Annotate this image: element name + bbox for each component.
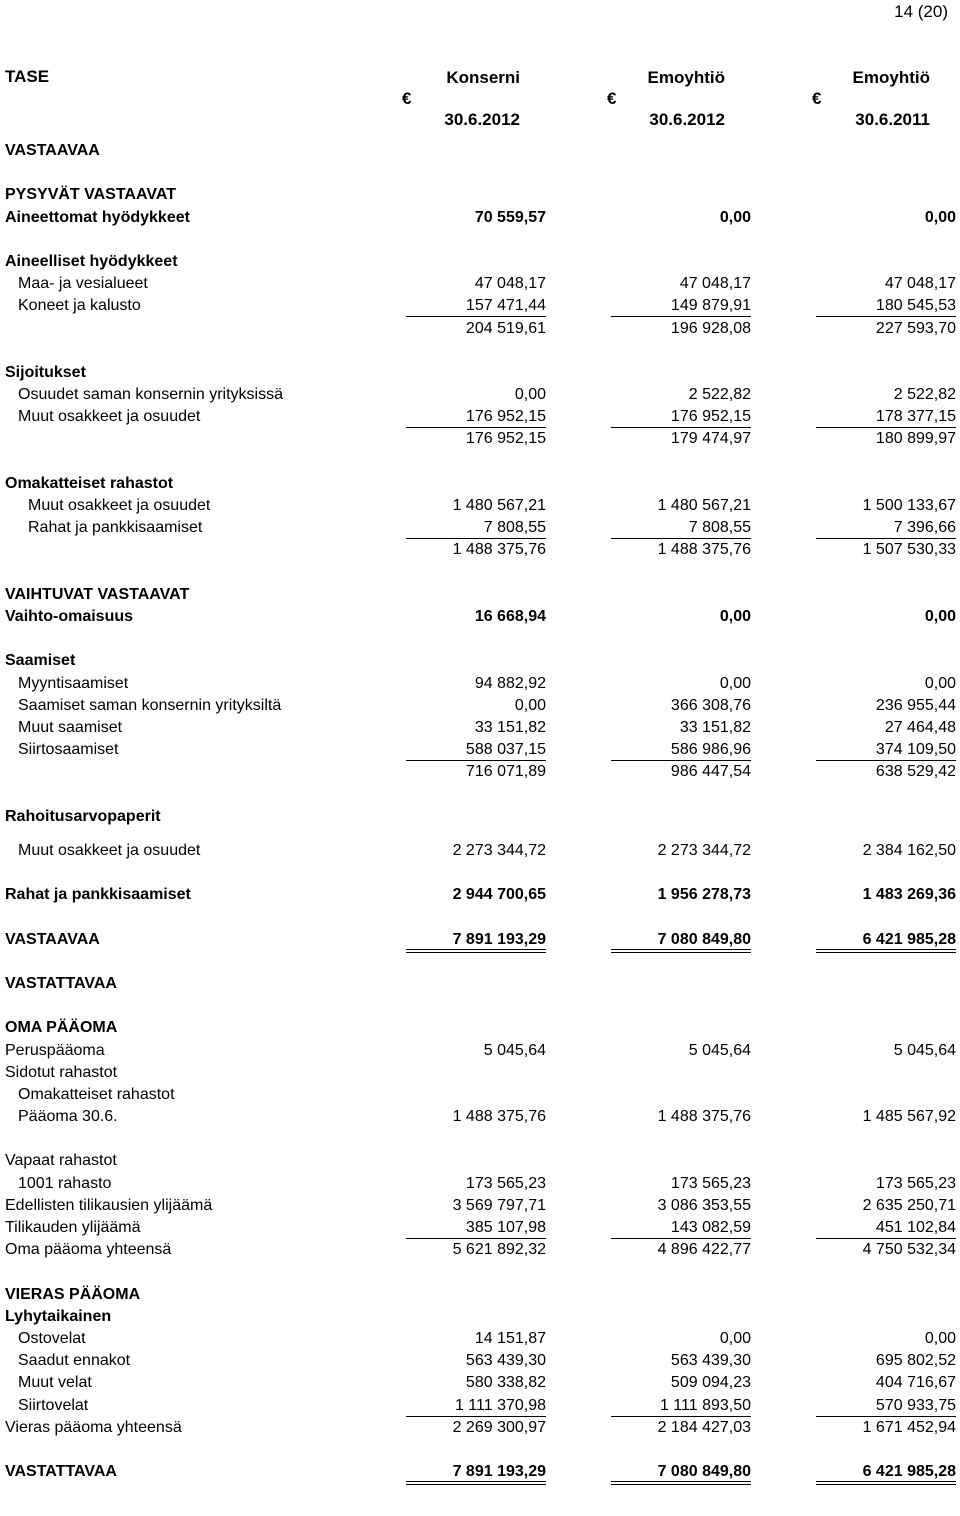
row-label: Lyhytaikainen: [5, 1307, 112, 1325]
balance-sheet-title: TASE: [5, 67, 50, 86]
table-row: [0, 1284, 960, 1306]
currency-symbol: €: [402, 89, 412, 108]
row-label: 1001 rahasto: [18, 1174, 112, 1192]
value-cell: 0,00: [514, 696, 546, 714]
row-label: VASTAAVAA: [5, 930, 100, 948]
spacer-row: [0, 828, 960, 840]
table-row: [0, 884, 960, 906]
value-cell: 1 500 133,67: [862, 497, 956, 514]
spacer-row: [0, 628, 960, 650]
row-label: Muut saamiset: [18, 718, 123, 736]
column-header-konserni-2012: [370, 67, 520, 130]
value-cell: 2 522,82: [688, 386, 751, 404]
row-label: Saamiset: [5, 652, 76, 670]
column-name: Konserni: [446, 68, 520, 87]
spacer-row: [0, 229, 960, 251]
balance-sheet-table: [0, 140, 960, 1483]
value-cell: 7 396,66: [816, 517, 956, 539]
row-label: Muut osakkeet ja osuudet: [28, 497, 211, 514]
value-cell: 0,00: [514, 386, 546, 404]
value-cell: 986 447,54: [670, 763, 751, 781]
value-cell: 47 048,17: [679, 275, 751, 293]
table-row: [0, 1372, 960, 1394]
value-cell: 33 151,82: [679, 718, 751, 736]
table-row: [0, 717, 960, 739]
value-cell: 366 308,76: [670, 696, 751, 714]
row-label: Vaihto-omaisuus: [5, 607, 134, 625]
value-cell: 179 474,97: [670, 430, 751, 448]
row-label: Rahat ja pankkisaamiset: [5, 886, 191, 904]
value-cell: 0,00: [719, 208, 751, 226]
value-cell: 2 273 344,72: [657, 841, 751, 859]
table-row: [0, 273, 960, 295]
value-cell: 638 529,42: [875, 763, 956, 781]
table-row: [0, 1040, 960, 1062]
value-cell: 157 471,44: [406, 295, 546, 317]
column-header-emoyhtio-2011: [780, 67, 930, 130]
value-cell: 1 485 567,92: [862, 1108, 956, 1126]
row-label: Maa- ja vesialueet: [18, 275, 148, 293]
row-label: Myyntisaamiset: [18, 674, 129, 692]
value-cell: 3 569 797,71: [452, 1196, 546, 1214]
spacer-row: [0, 340, 960, 362]
column-header-emoyhtio-2012: [575, 67, 725, 130]
value-cell: 2 944 700,65: [452, 886, 546, 904]
value-cell: 176 952,15: [406, 406, 546, 428]
row-label: VASTATTAVAA: [5, 974, 117, 992]
value-cell: 716 071,89: [465, 763, 546, 781]
value-cell: 47 048,17: [884, 275, 956, 293]
column-date: 30.6.2012: [649, 110, 725, 129]
column-name: Emoyhtiö: [852, 68, 930, 87]
table-row: [0, 1461, 960, 1483]
value-cell: 1 507 530,33: [862, 541, 956, 559]
table-row: [0, 362, 960, 384]
value-cell: 6 421 985,28: [816, 1461, 956, 1485]
value-cell: 563 439,30: [465, 1352, 546, 1370]
row-label: Aineelliset hyödykkeet: [5, 252, 178, 270]
row-label: Sijoitukset: [5, 363, 86, 381]
value-cell: 2 384 162,50: [862, 841, 956, 859]
row-label: VIERAS PÄÄOMA: [5, 1285, 141, 1303]
value-cell: 1 488 375,76: [657, 1108, 751, 1126]
currency-symbol: €: [607, 89, 617, 108]
column-date: 30.6.2012: [444, 110, 520, 129]
value-cell: 1 956 278,73: [657, 886, 751, 904]
value-cell: 149 879,91: [611, 295, 751, 317]
table-row: [0, 1239, 960, 1261]
value-cell: 563 439,30: [670, 1352, 751, 1370]
value-cell: 1 480 567,21: [452, 497, 546, 514]
value-cell: 176 952,15: [465, 430, 546, 448]
value-cell: 7 891 193,29: [406, 929, 546, 953]
row-label: PYSYVÄT VASTAAVAT: [5, 186, 176, 204]
table-row: [0, 1217, 960, 1239]
spacer-row: [0, 995, 960, 1017]
table-row: [0, 673, 960, 695]
row-label: Muut velat: [18, 1374, 92, 1392]
spacer-row: [0, 162, 960, 184]
value-cell: 1 483 269,36: [862, 886, 956, 904]
value-cell: 570 933,75: [816, 1395, 956, 1417]
value-cell: 4 750 532,34: [862, 1241, 956, 1259]
value-cell: 7 808,55: [406, 517, 546, 539]
value-cell: 374 109,50: [816, 739, 956, 761]
value-cell: 509 094,23: [670, 1374, 751, 1392]
row-label: Rahat ja pankkisaamiset: [28, 519, 203, 537]
value-cell: 2 635 250,71: [862, 1196, 956, 1214]
row-label: Aineettomat hyödykkeet: [5, 208, 190, 226]
table-row: [0, 650, 960, 672]
table-row: [0, 973, 960, 995]
value-cell: 70 559,57: [474, 208, 546, 226]
value-cell: 1 488 375,76: [452, 541, 546, 559]
table-row: [0, 584, 960, 606]
value-cell: 1 480 567,21: [657, 497, 751, 514]
value-cell: 451 102,84: [816, 1217, 956, 1239]
value-cell: 173 565,23: [465, 1174, 546, 1192]
value-cell: 404 716,67: [875, 1374, 956, 1392]
row-label: Omakatteiset rahastot: [18, 1085, 175, 1103]
spacer-row: [0, 1439, 960, 1461]
table-row: [0, 1084, 960, 1106]
row-label: Ostovelat: [18, 1329, 86, 1347]
spacer-row: [0, 1128, 960, 1150]
row-label: Saadut ennakot: [18, 1352, 131, 1370]
value-cell: 1 488 375,76: [452, 1108, 546, 1126]
value-cell: 236 955,44: [875, 696, 956, 714]
column-name: Emoyhtiö: [647, 68, 725, 87]
row-label: Osuudet saman konsernin yrityksissä: [18, 386, 283, 404]
spacer-row: [0, 428, 960, 450]
value-cell: 33 151,82: [474, 718, 546, 736]
currency-symbol: €: [812, 89, 822, 108]
value-cell: 173 565,23: [670, 1174, 751, 1192]
value-cell: 173 565,23: [875, 1174, 956, 1192]
value-cell: 4 896 422,77: [657, 1241, 751, 1259]
value-cell: 143 082,59: [611, 1217, 751, 1239]
table-row: [0, 251, 960, 273]
value-cell: 0,00: [924, 674, 956, 692]
value-cell: 3 086 353,55: [657, 1196, 751, 1214]
value-cell: 27 464,48: [884, 718, 956, 736]
value-cell: 16 668,94: [474, 607, 546, 625]
table-row: [0, 1062, 960, 1084]
table-row: [0, 207, 960, 229]
value-cell: 178 377,15: [816, 406, 956, 428]
table-row: [0, 384, 960, 406]
value-cell: 0,00: [719, 674, 751, 692]
spacer-row: [0, 1261, 960, 1283]
table-row: [0, 1150, 960, 1172]
row-label: Vapaat rahastot: [5, 1152, 117, 1170]
spacer-row: [0, 562, 960, 584]
balance-sheet-header: [0, 64, 960, 140]
value-cell: 5 045,64: [688, 1041, 751, 1059]
table-row: [0, 1306, 960, 1328]
value-cell: 1 488 375,76: [657, 541, 751, 559]
spacer-row: [0, 862, 960, 884]
row-label: Siirtosaamiset: [18, 741, 119, 759]
value-cell: 0,00: [719, 607, 751, 625]
value-cell: 7 891 193,29: [406, 1461, 546, 1485]
table-row: [0, 1395, 960, 1417]
row-label: Saamiset saman konsernin yrityksiltä: [18, 696, 282, 714]
spacer-row: [0, 951, 960, 973]
value-cell: 176 952,15: [611, 406, 751, 428]
value-cell: 94 882,92: [474, 674, 546, 692]
table-row: [0, 1350, 960, 1372]
value-cell: 588 037,15: [406, 739, 546, 761]
value-cell: 0,00: [924, 208, 956, 226]
value-cell: 180 899,97: [875, 430, 956, 448]
value-cell: 5 621 892,32: [452, 1241, 546, 1259]
spacer-row: [0, 318, 960, 340]
row-label: OMA PÄÄOMA: [5, 1019, 118, 1037]
table-row: [0, 1417, 960, 1439]
value-cell: 14 151,87: [474, 1329, 546, 1347]
value-cell: 7 080 849,80: [611, 1461, 751, 1485]
value-cell: 227 593,70: [875, 319, 956, 337]
value-cell: 0,00: [719, 1329, 751, 1347]
row-label: Siirtovelat: [18, 1396, 89, 1414]
row-label: Sidotut rahastot: [5, 1063, 118, 1081]
spacer-row: [0, 906, 960, 928]
table-row: [0, 1173, 960, 1195]
row-label: Muut osakkeet ja osuudet: [18, 841, 201, 859]
spacer-row: [0, 451, 960, 473]
row-label: Rahoitusarvopaperit: [5, 807, 161, 825]
row-label: Oma pääoma yhteensä: [5, 1241, 172, 1259]
row-label: VASTAAVAA: [5, 142, 100, 159]
value-cell: 1 671 452,94: [862, 1418, 956, 1436]
value-cell: 196 928,08: [670, 319, 751, 337]
table-row: [0, 140, 960, 162]
table-row: [0, 695, 960, 717]
table-row: [0, 495, 960, 517]
value-cell: 2 522,82: [893, 386, 956, 404]
value-cell: 1 111 893,50: [611, 1395, 751, 1417]
spacer-row: [0, 761, 960, 783]
value-cell: 5 045,64: [893, 1041, 956, 1059]
value-cell: 580 338,82: [465, 1374, 546, 1392]
value-cell: 47 048,17: [474, 275, 546, 293]
row-label: Vieras pääoma yhteensä: [5, 1418, 182, 1436]
value-cell: 2 273 344,72: [452, 841, 546, 859]
table-row: [0, 406, 960, 428]
row-label: Tilikauden ylijäämä: [5, 1219, 141, 1236]
row-label: Peruspääoma: [5, 1041, 105, 1059]
table-row: [0, 184, 960, 206]
spacer-row: [0, 539, 960, 561]
value-cell: 1 111 370,98: [406, 1395, 546, 1417]
spacer-row: [0, 783, 960, 805]
value-cell: 385 107,98: [406, 1217, 546, 1239]
value-cell: 0,00: [924, 607, 956, 625]
row-label: Koneet ja kalusto: [18, 297, 141, 315]
value-cell: 7 808,55: [611, 517, 751, 539]
table-row: [0, 929, 960, 951]
table-row: [0, 739, 960, 761]
table-row: [0, 1106, 960, 1128]
row-label: Edellisten tilikausien ylijäämä: [5, 1196, 213, 1214]
table-row: [0, 606, 960, 628]
value-cell: 204 519,61: [465, 319, 546, 337]
table-row: [0, 806, 960, 828]
page-number: 14 (20): [894, 2, 948, 21]
row-label: VAIHTUVAT VASTAAVAT: [5, 585, 190, 603]
value-cell: 2 269 300,97: [452, 1418, 546, 1436]
value-cell: 586 986,96: [611, 739, 751, 761]
table-row: [0, 517, 960, 539]
value-cell: 0,00: [924, 1329, 956, 1347]
value-cell: 6 421 985,28: [816, 929, 956, 953]
table-row: [0, 473, 960, 495]
row-label: VASTATTAVAA: [5, 1463, 117, 1481]
value-cell: 180 545,53: [816, 295, 956, 317]
row-label: Omakatteiset rahastot: [5, 474, 174, 492]
table-row: [0, 295, 960, 317]
value-cell: 5 045,64: [483, 1041, 546, 1059]
row-label: Pääoma 30.6.: [18, 1108, 118, 1126]
column-date: 30.6.2011: [855, 110, 930, 129]
row-label: Muut osakkeet ja osuudet: [18, 408, 201, 426]
value-cell: 695 802,52: [875, 1352, 956, 1370]
table-row: [0, 840, 960, 862]
table-row: [0, 1195, 960, 1217]
value-cell: 7 080 849,80: [611, 929, 751, 953]
value-cell: 2 184 427,03: [657, 1418, 751, 1436]
table-row: [0, 1328, 960, 1350]
table-row: [0, 1017, 960, 1039]
